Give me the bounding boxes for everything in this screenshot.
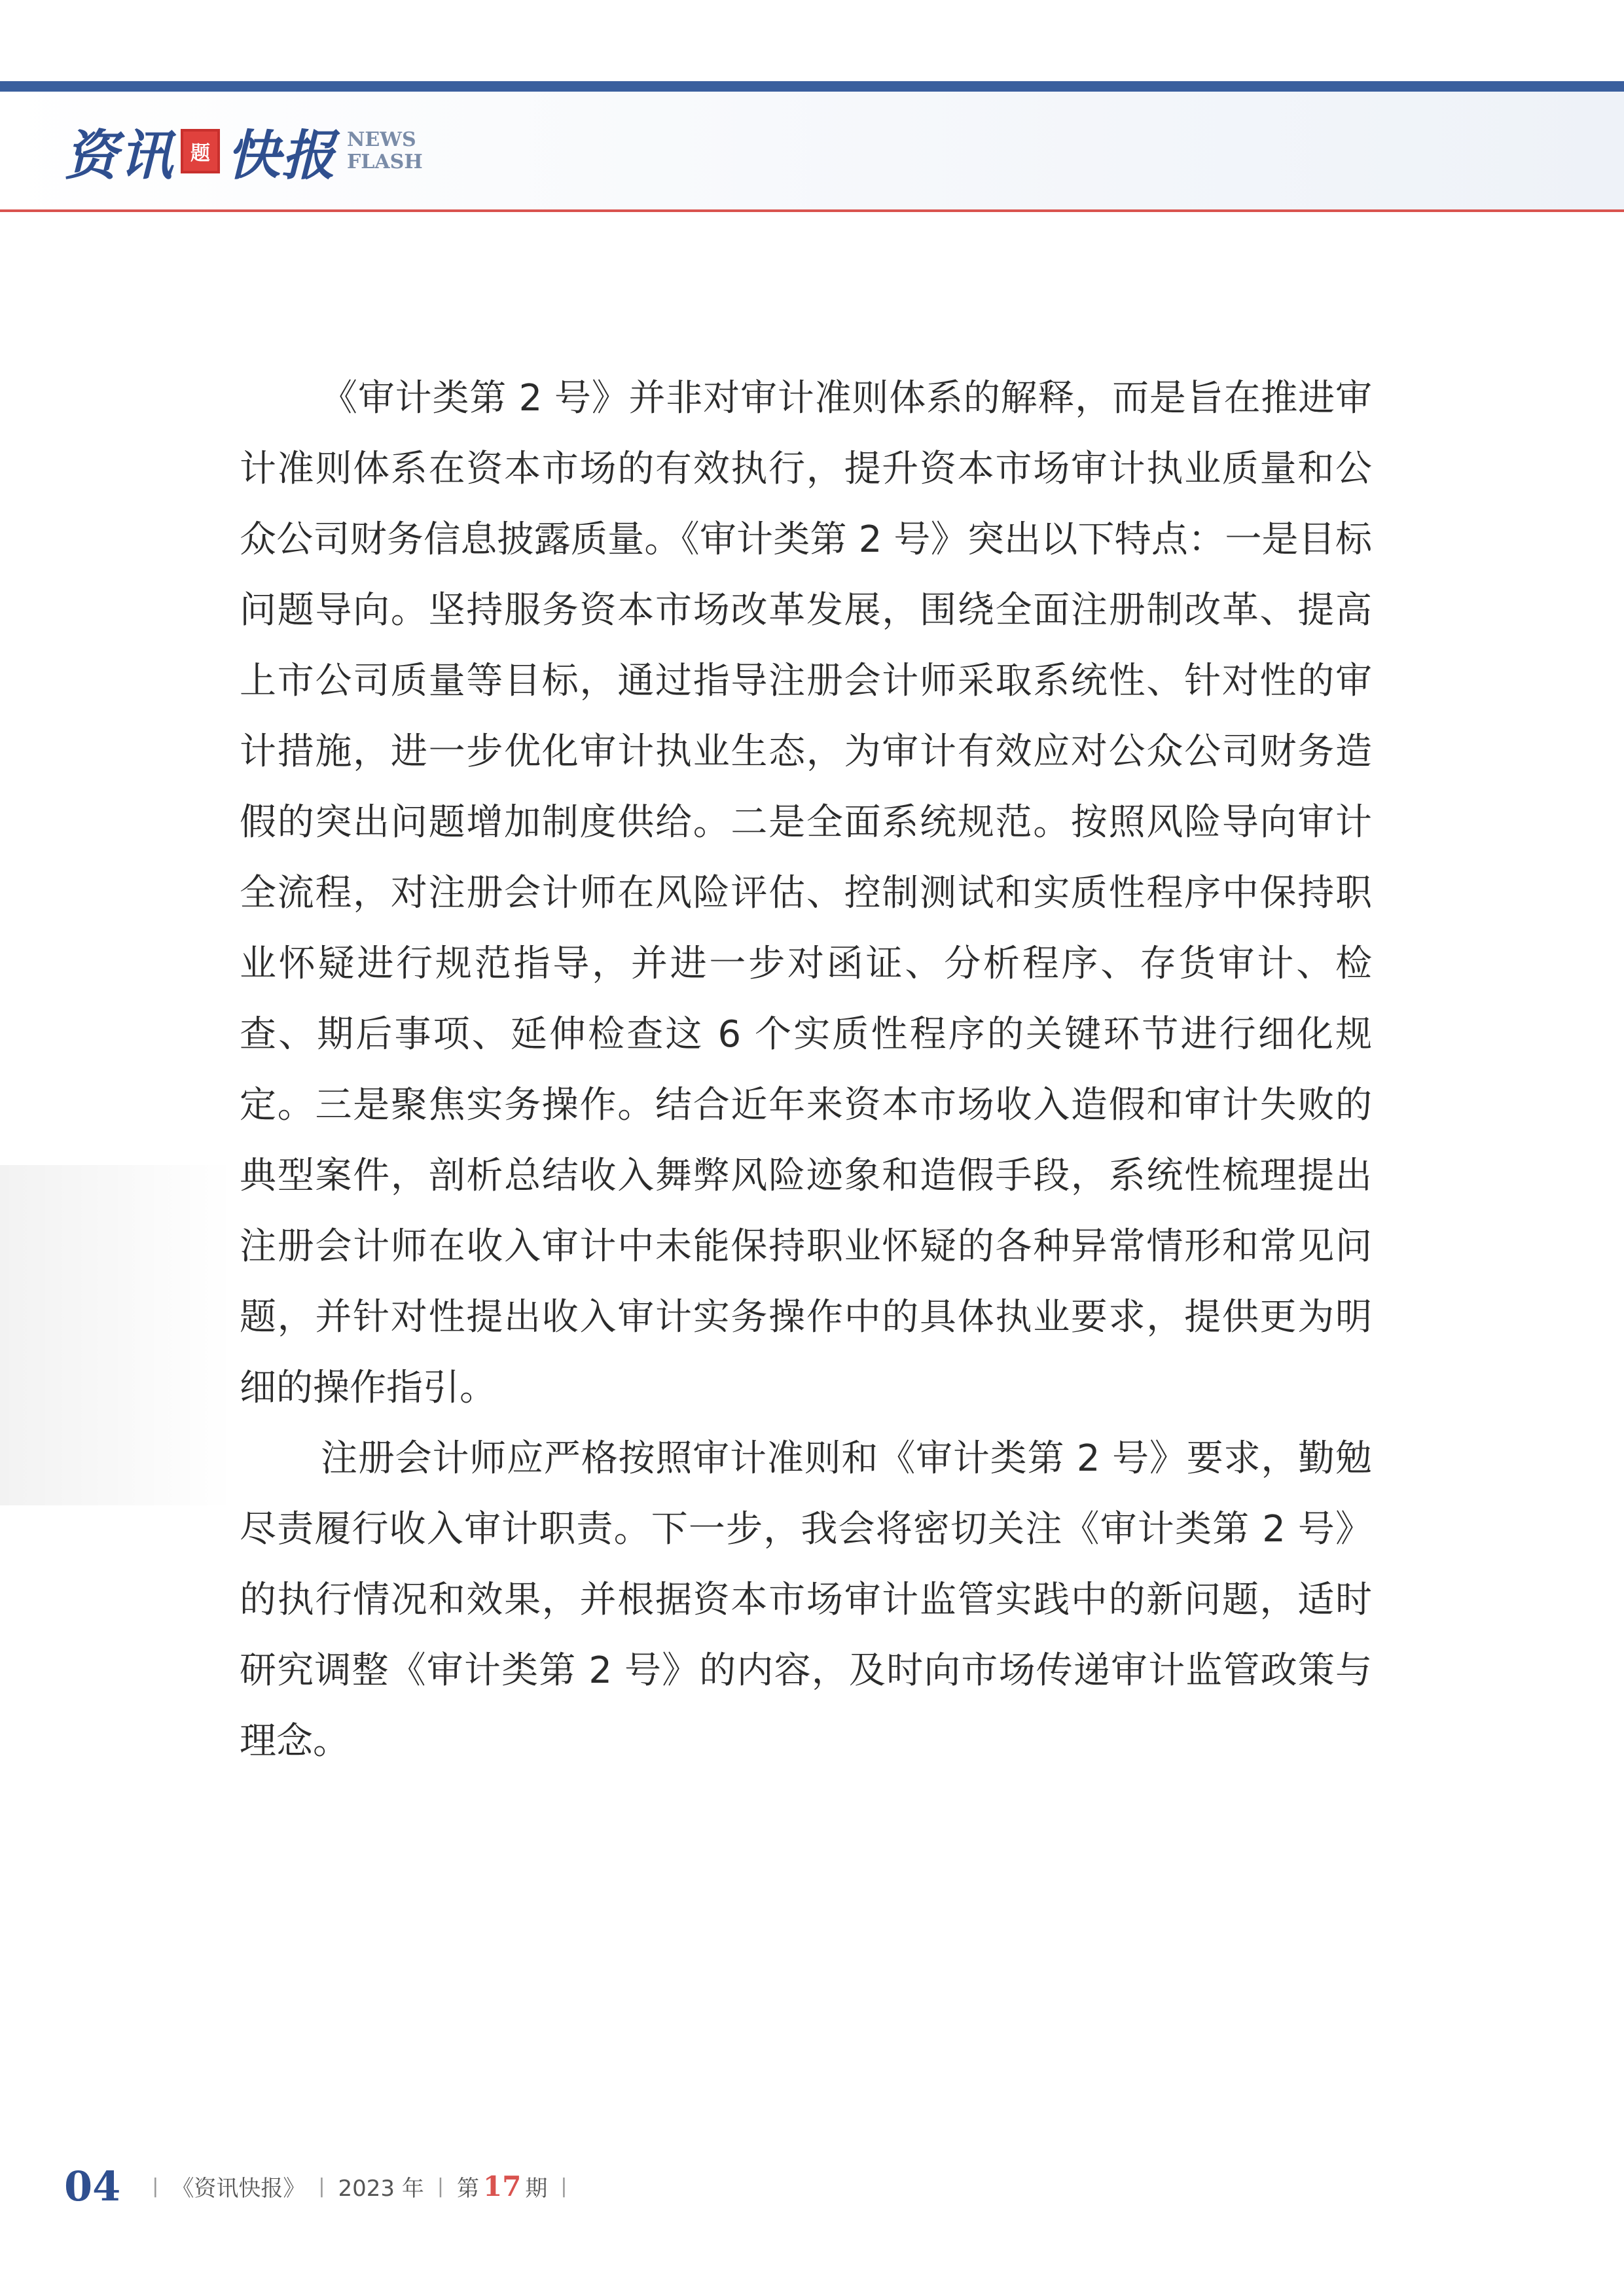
issue-prefix: 第 [456,2175,479,2202]
footer-separator: | [318,2174,325,2198]
page-footer [64,2160,581,2212]
header-top-bar [0,81,1624,92]
news-flash-label [347,129,423,173]
brand-left: 资讯 [64,124,174,187]
footer-separator: | [152,2174,159,2198]
issue-suffix: 期 [525,2175,548,2202]
header-divider [0,209,1624,212]
issue-number: 17 [482,2170,522,2202]
seal-icon: 题 [181,129,220,173]
article-body [240,363,1372,1777]
publication-year: 2023 年 [338,2175,424,2202]
publication-title: 《资讯快报》 [171,2175,306,2202]
masthead-logo [64,115,423,187]
page-number: 04 [64,2162,121,2210]
article-paragraph-1: 《审计类第 2 号》并非对审计准则体系的解释，而是旨在推进审计准则体系在资本市场的有效执行，提升资本市场审计执业质量和公众公司财务信息披露质量。《审计类第 2 号》突出以下特点：一是目标问题导向。坚持服务资本市场改革发展，围绕全面注册制改革、提高上市公司质量等目标，通过指导注册会计师采取系统性、针对性的审计措施，进一步优化审计执业生态，为审计有效应对公众公司财务造假的突出问题增加制度供给。二是全面系统规范。按照风险导向审计全流程，对注册会计师在风险评估、控制测试和实质性程序中保持职业怀疑进行规范指导，并进一步对函证、分析程序、存货审计、检查、期后事项、延伸检查这 6 个实质性程序的关键环节进行细化规定。三是聚焦实务操作。结合近年来资本市场收入造假和审计失败的典型案件，剖析总结收入舞弊风险迹象和造假手段，系统性梳理提出注册会计师在收入审计中未能保持职业怀疑的各种异常情形和常见问题，并针对性提出收入审计实务操作中的具体执业要求，提供更为明细的操作指引。 [240,377,1372,1409]
footer-separator: | [437,2174,444,2198]
news-flash-line1: NEWS [347,128,416,151]
background-watermark [0,1165,236,1505]
article-paragraph-2: 注册会计师应严格按照审计准则和《审计类第 2 号》要求，勤勉尽责履行收入审计职责。下一步，我会将密切关注《审计类第 2 号》的执行情况和效果，并根据资本市场审计监管实践中的新问题，适时研究调整《审计类第 2 号》的内容，及时向市场传递审计监管政策与理念。 [240,1437,1372,1763]
footer-separator: | [560,2174,568,2198]
news-flash-line2: FLASH [347,151,423,173]
brand-right: 快报 [226,124,336,187]
